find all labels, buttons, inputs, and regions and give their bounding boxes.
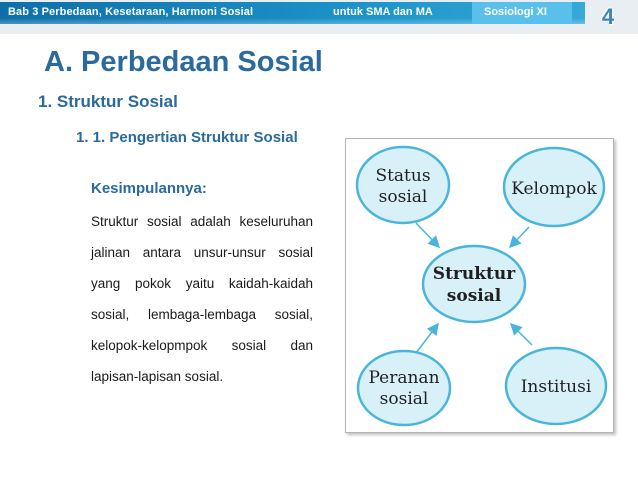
conclusion-paragraph: Struktur sosial adalah keseluruhan jalinan antara unsur-unsur sosial yang pokok yaitu kaidah-kaidah sosial, lembaga-lembaga sosial, kelopok-kelopmpok sosial dan lapisan-lapisan sosial.	[91, 214, 313, 384]
arrow-kelompok-to-center	[510, 227, 529, 247]
arrow-peranan-to-center	[416, 324, 438, 353]
node-struktur-sosial	[423, 246, 525, 322]
chapter-title: Bab 3 Perbedaan, Kesetaraan, Harmoni Sosial	[8, 6, 254, 18]
node-status-line2: sosial	[378, 187, 428, 207]
arrow-status-to-center	[416, 223, 439, 247]
page-title: A. Perbedaan Sosial	[44, 46, 323, 78]
arrow-institusi-to-center	[511, 324, 532, 345]
node-peranan-line1: Peranan	[368, 368, 440, 388]
subsection-heading: 1. 1. Pengertian Struktur Sosial	[76, 129, 298, 146]
conclusion-label: Kesimpulannya:	[91, 180, 207, 197]
node-center-line1: Struktur	[432, 264, 516, 284]
node-peranan-sosial	[358, 351, 450, 425]
diagram-svg	[346, 139, 613, 432]
node-kelompok-line1: Kelompok	[511, 179, 597, 199]
subject-label: Sosiologi XI	[484, 6, 547, 18]
subject-tab	[472, 2, 572, 24]
node-institusi	[506, 348, 606, 424]
node-institusi-line1: Institusi	[520, 377, 592, 397]
concept-diagram	[345, 138, 614, 433]
node-status-line1: Status	[375, 166, 431, 186]
header-bar	[0, 0, 638, 34]
node-kelompok	[504, 148, 604, 226]
node-peranan-line2: sosial	[379, 389, 429, 409]
level-label: untuk SMA dan MA	[333, 6, 433, 18]
node-status-sosial	[357, 147, 449, 223]
section-heading: 1. Struktur Sosial	[38, 92, 178, 111]
node-center-line2: sosial	[446, 286, 502, 306]
page-number: 4	[601, 4, 615, 29]
